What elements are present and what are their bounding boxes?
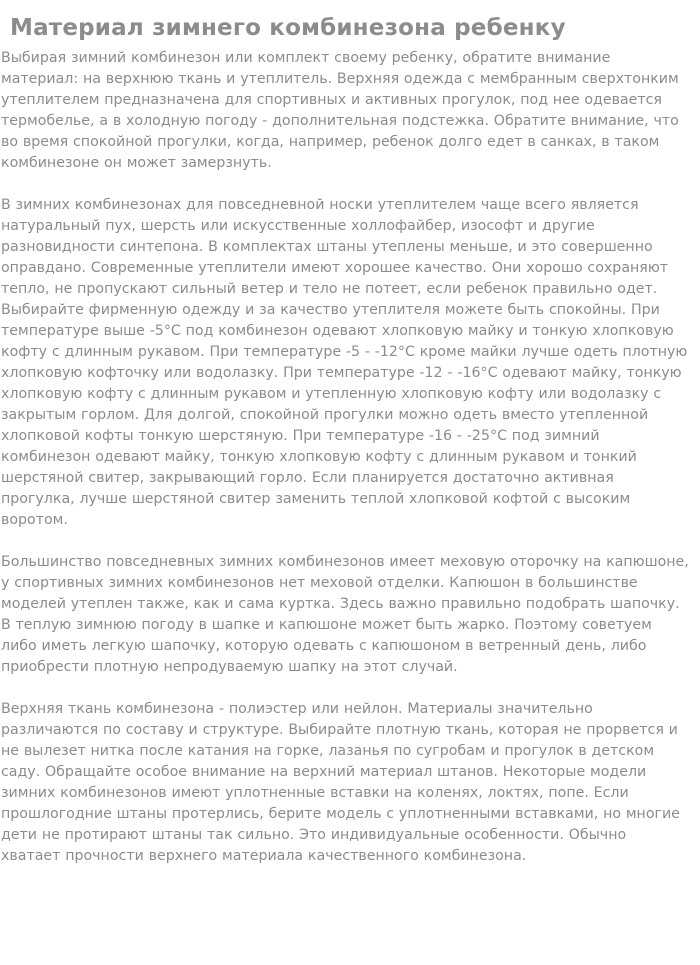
paragraph-insulation: В зимних комбинезонах для повседневной носки утеплителем чаще всего является натуральный пух, шерсть или искусственные холлофайбер, изософт и другие разновидности синтепона. В комплектах штаны утеплены меньше, и это совершенно оправдано. Современные утеплители имеют хорошее качество. Они хорошо сохраняют тепло, не пропускают сильный ветер и тело не потеет, если ребенок правильно одет. Выбирайте фирменную одежду и за качество утеплителя можете быть спокойны. При температуре выше -5°С под комбинезон одевают хлопковую майку и тонкую хлопковую кофту с длинным рукавом. При температуре -5 - -12°С кроме майки лучше одеть плотную хлопковую кофточку или водолазку. При температуре -12 - -16°С одевают майку, тонкую хлопковую кофту с длинным рукавом и утепленную хлопковую кофту или водолазку с закрытым горлом. Для долгой, спокойной прогулки можно одеть вместо утепленной хлопковой кофты тонкую шерстяную. При температуре -16 - -25°С под зимний комбинезон одевают майку, тонкую хлопковую кофту с длинным рукавом и тонкий шерстяной свитер, закрывающий горло. Если планируется достаточно активная прогулка, лучше шерстяной свитер заменить теплой хлопковой кофтой с высоким воротом. <box>1 197 688 528</box>
paragraph-intro: Выбирая зимний комбинезон или комплект своему ребенку, обратите внимание материал: на верхнюю ткань и утеплитель. Верхняя одежда с мембранным сверхтонким утеплителем предназначена для спортивных и активных прогулок, под нее одевается термобелье, а в холодную погоду - дополнительная подстежка. Обратите внимание, что во время спокойной прогулки, когда, например, ребенок долго едет в санках, в таком комбинезоне он может замерзнуть. <box>1 50 679 171</box>
article-title: Материал зимнего комбинезона ребенку <box>10 15 566 41</box>
paragraph-outer-fabric: Верхняя ткань комбинезона - полиэстер или нейлон. Материалы значительно различаются по составу и структуре. Выбирайте плотную ткань, которая не прорвется и не вылезет нитка после катания на горке, лазанья по сугробам и прогулок в детском саду. Обращайте особое внимание на верхний материал штанов. Некоторые модели зимних комбинезонов имеют уплотненные вставки на коленях, локтях, попе. Если прошлогодние штаны протерлись, берите модель с уплотненными вставками, но многие дети не протирают штаны так сильно. Это индивидуальные особенности. Обычно хватает прочности верхнего материала качественного комбинезона. <box>1 701 680 864</box>
paragraph-hood: Большинство повседневных зимних комбинезонов имеет меховую оторочку на капюшоне, у спортивных зимних комбинезонов нет меховой отделки. Капюшон в большинстве моделей утеплен также, как и сама куртка. Здесь важно правильно подобрать шапочку. В теплую зимнюю погоду в шапке и капюшоне может быть жарко. Поэтому советуем либо иметь легкую шапочку, которую одевать с капюшоном в ветренный день, либо приобрести плотную непродуваемую шапку на этот случай. <box>1 554 689 675</box>
